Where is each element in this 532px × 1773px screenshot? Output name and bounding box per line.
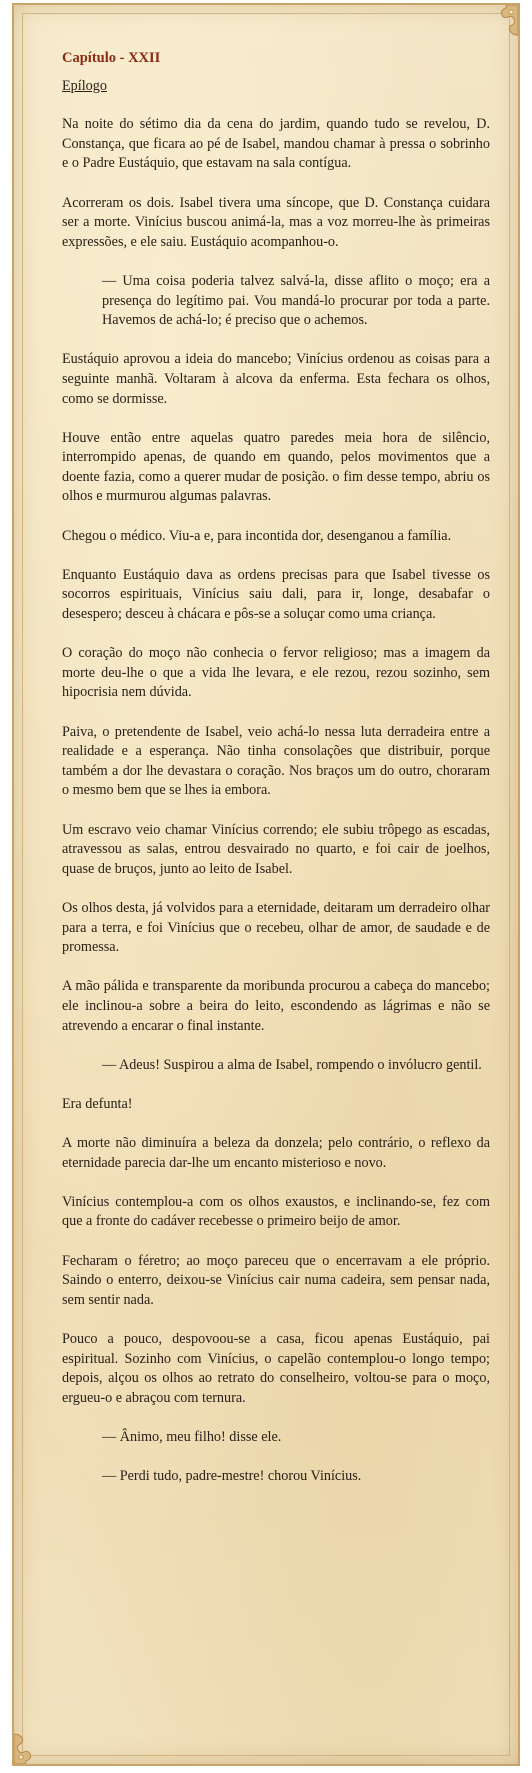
paragraph: Vinícius contemplou-a com os olhos exaustos, e inclinando-se, fez com que a fronte do cadáver recebesse o primeiro beijo de amor. [62, 1193, 490, 1230]
paragraph: Pouco a pouco, despovoou-se a casa, ficou apenas Eustáquio, pai espiritual. Sozinho com Vinícius, o capelão contemplou-o longo tempo; depois, alçou os olhos ao retrato do conselheiro, voltou-se para o moço, ergueu-o e abraçou com ternura. [62, 1331, 490, 1406]
dialogue-paragraph: — Ânimo, meu filho! disse ele. [102, 1428, 282, 1445]
paragraph: Os olhos desta, já volvidos para a eternidade, deitaram um derradeiro olhar para a terra, e foi Vinícius que o recebeu, olhar de amor, de saudade e de promessa. [62, 899, 490, 956]
paragraph: Acorreram os dois. Isabel tivera uma síncope, que D. Constança cuidara ser a morte. Vinícius buscou animá-la, mas a voz morreu-lhe às primeiras expressões, e ele saiu. Eustáquio acompanhou-o. [62, 194, 490, 250]
paragraph: Chegou o médico. Viu-a e, para incontida dor, desenganou a família. [62, 527, 452, 544]
paragraph: Um escravo veio chamar Vinícius correndo; ele subiu trôpego as escadas, atravessou as salas, entrou desvairado no quarto, e foi cair de joelhos, quase de bruços, junto ao leito de Isabel. [62, 821, 490, 877]
parchment-page [12, 3, 520, 1766]
paragraph: Era defunta! [62, 1095, 133, 1112]
paragraph: A morte não diminuíra a beleza da donzela; pelo contrário, o reflexo da eternidade parecia dar-lhe um encanto misterioso e novo. [62, 1135, 490, 1171]
corner-ornament-icon [14, 1730, 48, 1764]
chapter-content [62, 49, 490, 1506]
paragraph: Fecharam o féretro; ao moço pareceu que o encerravam a ele próprio. Saindo o enterro, deixou-se Vinícius cair numa cadeira, sem pensar nada, sem sentir nada. [62, 1252, 490, 1308]
paragraph: Na noite do sétimo dia da cena do jardim, quando tudo se revelou, D. Constança, que ficara ao pé de Isabel, mandou chamar à pressa o sobrinho e o Padre Eustáquio, que estavam na sala contígua. [62, 116, 490, 172]
paragraph: Enquanto Eustáquio dava as ordens precisas para que Isabel tivesse os socorros espirituais, Vinícius saiu dali, para ir, longe, desabafar o desespero; desceu à chácara e pôs-se a soluçar como uma criança. [62, 566, 490, 623]
dialogue-paragraph: — Uma coisa poderia talvez salvá-la, disse aflito o moço; era a presença do legítimo pai. Vou mandá-lo procurar por toda a parte. Havemos de achá-lo; é preciso que o achemos. [102, 272, 490, 329]
dialogue-paragraph: — Adeus! Suspirou a alma de Isabel, rompendo o invólucro gentil. [102, 1056, 482, 1073]
paragraph-list [62, 115, 490, 1487]
paragraph: Houve então entre aquelas quatro paredes meia hora de silêncio, interrompido apenas, de quando em quando, pelos movimentos que a doente fazia, como a querer mudar de posição. o fim desse tempo, abriu os olhos e murmurou algumas palavras. [62, 429, 490, 505]
corner-ornament-icon [484, 5, 518, 39]
chapter-title: Capítulo - XXII [62, 50, 161, 66]
paragraph: Eustáquio aprovou a ideia do mancebo; Vinícius ordenou as coisas para a seguinte manhã. Voltaram à alcova da enferma. Esta fechara os olhos, como se dormisse. [62, 351, 490, 407]
paragraph: A mão pálida e transparente da moribunda procurou a cabeça do mancebo; ele inclinou-a sobre a beira do leito, escondendo as lágrimas e não se atrevendo a encarar o final instante. [62, 978, 490, 1034]
paragraph: O coração do moço não conhecia o fervor religioso; mas a imagem da morte deu-lhe o que a vida lhe levara, e ele rezou, rezou sozinho, sem hipocrisia nem dúvida. [62, 645, 490, 701]
paragraph: Paiva, o pretendente de Isabel, veio achá-lo nessa luta derradeira entre a realidade e a esperança. Não tinha consolações que distribuir, porque também a dor lhe devastara o coração. Nos braços um do outro, choraram o mesmo bem que se lhes ia embora. [62, 723, 490, 799]
section-subtitle: Epílogo [62, 77, 107, 94]
dialogue-paragraph: — Perdi tudo, padre-mestre! chorou Vinícius. [102, 1468, 362, 1485]
